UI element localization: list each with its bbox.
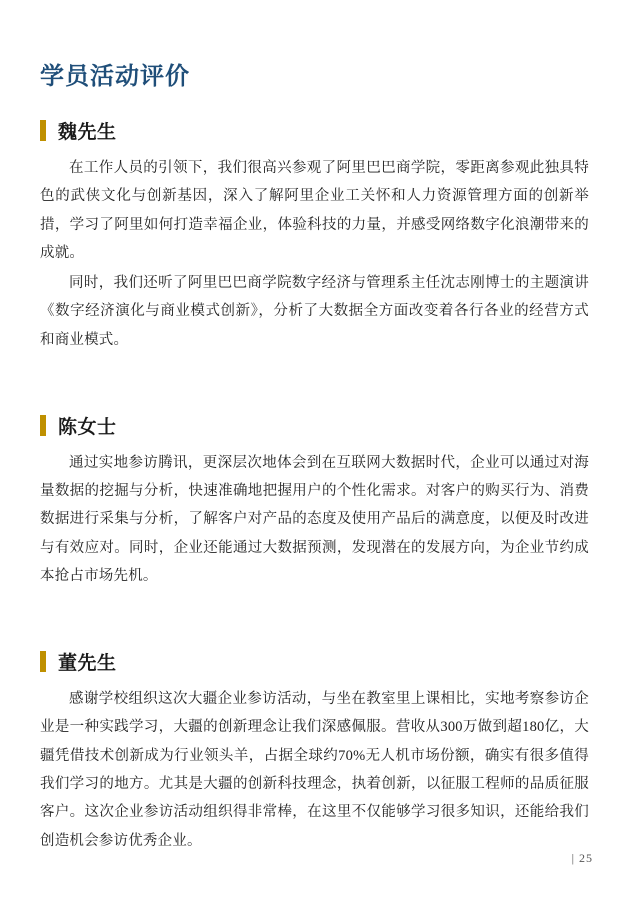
- accent-bar-icon: [40, 120, 46, 141]
- section-spacer: [40, 600, 593, 622]
- section-testimonial-1: [40, 117, 593, 354]
- paragraph: 通过实地参访腾讯，更深层次地体会到在互联网大数据时代，企业可以通过对海量数据的挖掘与分析，快速准确地把握用户的个性化需求。对客户的购买行为、消费数据进行采集与分析，了解客户对产品的态度及使用产品后的满意度，以便及时改进与有效应对。同时，企业还能通过大数据预测，发现潜在的发展方向，为企业节约成本抢占市场先机。: [40, 454, 589, 584]
- section-title-2: 陈女士: [58, 415, 117, 438]
- section-heading-1: [40, 117, 593, 144]
- paragraph: 在工作人员的引领下，我们很高兴参观了阿里巴巴商学院，零距离参观此独具特色的武侠文化与创新基因，深入了解阿里企业工关怀和人力资源管理方面的创新举措，学习了阿里如何打造幸福企业，体验科技的力量，并感受网络数字化浪潮带来的成就。: [40, 160, 589, 261]
- section-heading-3: [40, 648, 593, 675]
- page-title: 学员活动评价: [40, 62, 190, 90]
- paragraph: 同时，我们还听了阿里巴巴商学院数字经济与管理系主任沈志刚博士的主题演讲《数字经济演化与商业模式创新》，分析了大数据全方面改变着各行各业的经营方式和商业模式。: [40, 275, 589, 348]
- accent-bar-icon: [40, 415, 46, 436]
- section-spacer: [40, 364, 593, 386]
- accent-bar-icon: [40, 651, 46, 672]
- page-number: | 25: [571, 851, 593, 865]
- section-title-1: 魏先生: [58, 121, 117, 143]
- paragraph: 感谢学校组织这次大疆企业参访活动，与坐在教室里上课相比，实地考察参访企业是一种实践学习，大疆的创新理念让我们深感佩服。营收从300万做到超180亿，大疆凭借技术创新成为行业领头羊，占据全球约70%无人机市场份额，确实有很多值得我们学习的地方。尤其是大疆的创新科技理念，执着创新，以征服工程师的品质征服客户。这次企业参访活动组织得非常棒，在这里不仅能够学习很多知识，还能给我们创造机会参访优秀企业。: [40, 691, 589, 849]
- section-testimonial-2: [40, 412, 593, 590]
- section-title-3: 董先生: [58, 652, 117, 675]
- section-heading-2: [40, 412, 593, 439]
- section-testimonial-3: [40, 648, 593, 855]
